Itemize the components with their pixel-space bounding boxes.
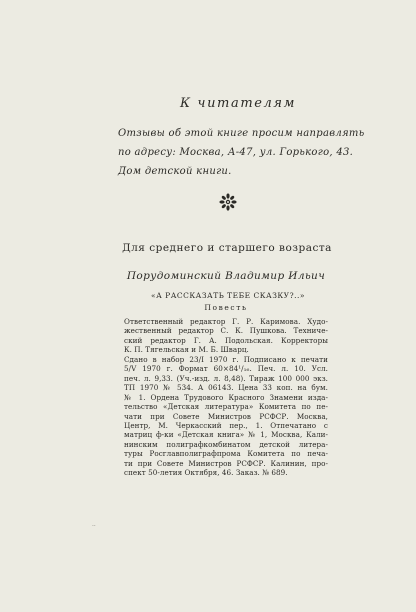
imprint-line: К. П. Тягельская и М. Б. Шварц. xyxy=(124,345,249,355)
author-name: Порудоминский Владимир Ильич xyxy=(126,270,326,282)
imprint-line: № 1. Ордена Трудового Красного Знамени изда- xyxy=(124,392,328,402)
imprint-line: Сдано в набор 23/I 1970 г. Подписано к печати xyxy=(124,354,328,364)
imprint-line: чати при Совете Министров РСФСР. Москва, xyxy=(124,411,328,421)
imprint-line: Ответственный редактор Г. Р. Каримова. Худо- xyxy=(124,317,328,326)
imprint-line: жественный редактор С. К. Пушкова. Техниче- xyxy=(124,326,328,336)
readers-notice xyxy=(118,124,365,181)
imprint-line: 5/V 1970 г. Формат 60×84¹/₁₆. Печ. л. 10. Усл. xyxy=(124,364,328,374)
book-title: «А РАССКАЗАТЬ ТЕБЕ СКАЗКУ?..» xyxy=(151,291,305,300)
imprint-line: Центр, М. Черкасский пер., 1. Отпечатано с xyxy=(124,420,328,430)
margin-mark: ·· xyxy=(92,523,96,530)
readers-heading: К читателям xyxy=(180,96,297,111)
notice-line: по адресу: Москва, А-47, ул. Горького, 43. xyxy=(118,147,354,158)
imprint-line: туры Росглавполиграфпрома Комитета по печа- xyxy=(124,449,328,459)
flower-ornament-icon xyxy=(219,193,237,211)
imprint-block xyxy=(124,317,328,478)
imprint-line: печ. л. 9,33. (Уч.-изд. л. 8,48). Тираж 100 000 экз. xyxy=(124,373,328,383)
imprint-line: нинским полиграфкомбинатом детской литера- xyxy=(124,439,328,449)
book-genre: Повесть xyxy=(204,303,248,312)
imprint-line: тельство «Детская литература» Комитета по пе- xyxy=(124,402,328,412)
imprint-line: матриц ф-ки «Детская книга» № 1, Москва, Кали- xyxy=(124,430,328,440)
age-group-label: Для среднего и старшего возраста xyxy=(122,242,332,254)
imprint-line: ти при Совете Министров РСФСР. Калинин, про- xyxy=(124,458,328,468)
notice-line: Отзывы об этой книге просим направлять xyxy=(118,128,365,139)
imprint-line: спект 50-летия Октября, 46. Заказ. № 689. xyxy=(124,468,288,478)
notice-line: Дом детской книги. xyxy=(118,166,232,177)
imprint-line: ТП 1970 № 534. А 06143. Цена 33 коп. на бум. xyxy=(124,383,328,393)
imprint-line: ский редактор Г. А. Подольская. Корректоры xyxy=(124,335,328,345)
